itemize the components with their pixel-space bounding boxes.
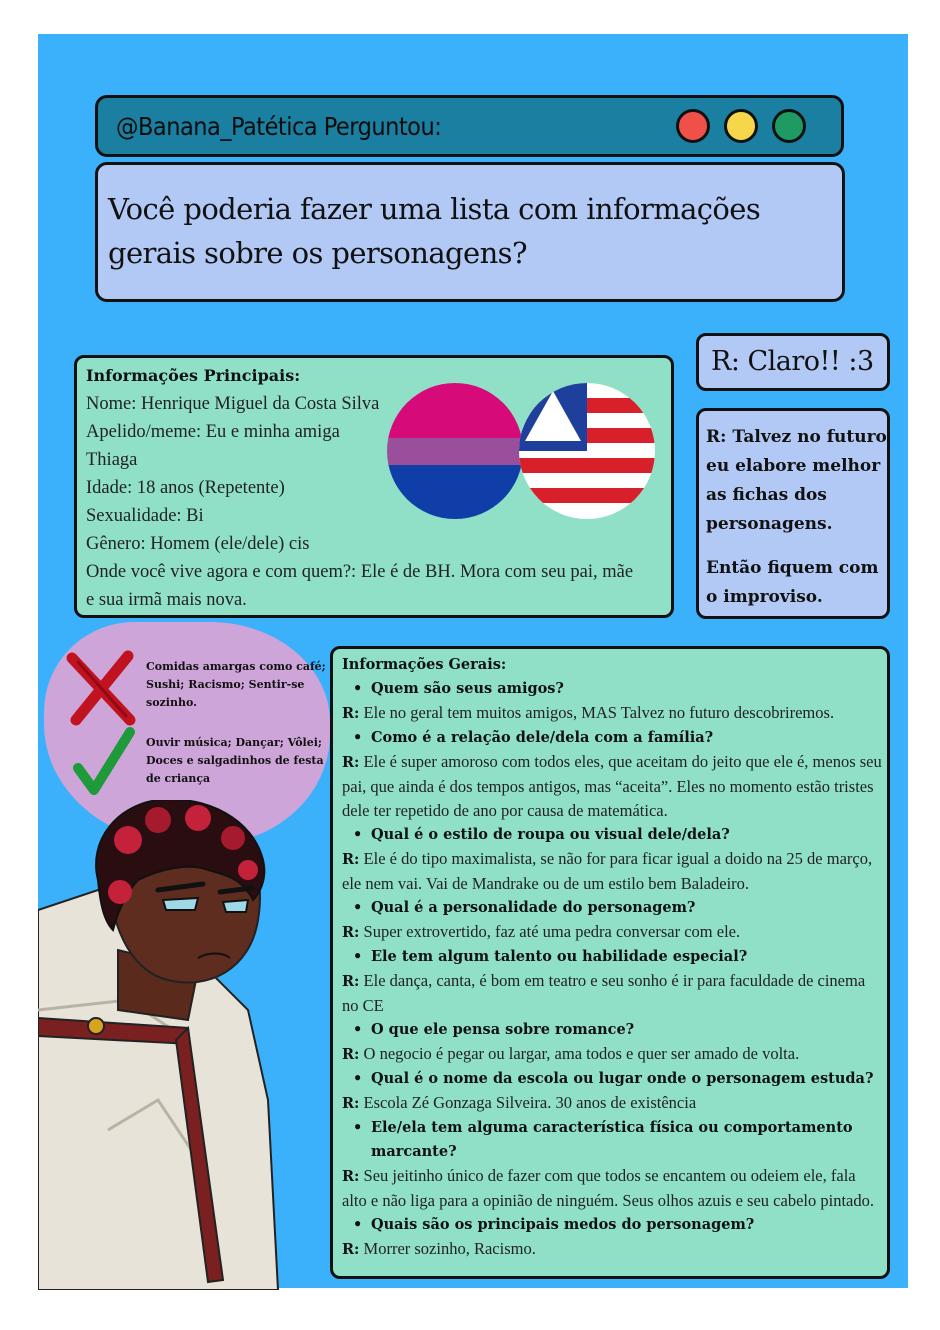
general-answer (342, 969, 882, 1018)
answer-prefix: R: (342, 1095, 360, 1112)
general-info-box (330, 646, 890, 1279)
general-answer (342, 701, 882, 726)
answer-prefix: R: (342, 1046, 360, 1063)
general-question: • Ele/ela tem alguma característica física ou comportamento marcante? (342, 1116, 882, 1164)
dislikes-text: Comidas amargas como café; Sushi; Racismo; Sentir-se sozinho. (146, 660, 326, 709)
green-check-icon (72, 726, 136, 798)
maximize-dot-icon[interactable] (772, 109, 806, 143)
question-box (95, 162, 845, 302)
main-info-line: Idade: 18 anos (Repetente) (86, 478, 285, 498)
bahia-flag-icon (519, 383, 655, 519)
general-answer-text: Ele é super amoroso com todos eles, que aceitam do jeito que ele é, menos seu pai, que ainda é dos tempos antigos, mas “aceita”. Eles no momento estão tristes dele ter repetido de ano por causa de matemática. (342, 752, 882, 820)
general-answer-text: O negocio é pegar ou largar, ama todos e quer ser amado de volta. (363, 1044, 800, 1063)
general-question: • Ele tem algum talento ou habilidade especial? (342, 945, 882, 969)
character-illustration (38, 800, 330, 1290)
general-question: • Qual é a personalidade do personagem? (342, 896, 882, 920)
main-info-heading: Informações Principais: (86, 366, 301, 385)
answer-prefix: R: (342, 924, 360, 941)
general-answer-text: Ele no geral tem muitos amigos, MAS Talvez no futuro descobriremos. (363, 703, 835, 722)
general-answer-text: Ele dança, canta, é bom em teatro e seu sonho é ir para faculdade de cinema no CE (342, 971, 866, 1015)
main-info-line: Thiaga (86, 450, 138, 470)
note-paragraph-1: R: Talvez no futuro eu elabore melhor as fichas dos personagens. (706, 427, 887, 534)
general-answer (342, 1042, 882, 1067)
general-answer (342, 1091, 882, 1116)
main-info-line: Apelido/meme: Eu e minha amiga (86, 422, 340, 442)
general-question: • Quem são seus amigos? (342, 677, 882, 701)
general-answer (342, 750, 882, 823)
title-bar (95, 95, 844, 157)
red-x-icon (66, 650, 138, 726)
answer-prefix: R: (342, 705, 360, 722)
general-answer (342, 1164, 882, 1213)
general-answer-text: Escola Zé Gonzaga Silveira. 30 anos de existência (363, 1093, 697, 1112)
general-question: • Qual é o nome da escola ou lugar onde o personagem estuda? (342, 1067, 882, 1091)
answer-prefix: R: (342, 754, 360, 771)
general-info-heading: Informações Gerais: (342, 656, 507, 673)
asker-handle: @Banana_Patética Perguntou: (116, 112, 442, 141)
likes-text: Ouvir música; Dançar; Vôlei; Doces e salgadinhos de festa de criança (146, 736, 324, 785)
bisexual-flag-icon (387, 383, 523, 519)
main-info-box (74, 355, 674, 618)
general-answer-text: Super extrovertido, faz até uma pedra conversar com ele. (363, 922, 741, 941)
main-info-line: Sexualidade: Bi (86, 506, 204, 526)
general-answer-text: Morrer sozinho, Racismo. (363, 1239, 536, 1258)
main-info-line: Onde você vive agora e com quem?: Ele é de BH. Mora com seu pai, mãe (86, 562, 634, 582)
general-question: • O que ele pensa sobre romance? (342, 1018, 882, 1042)
general-question: • Qual é o estilo de roupa ou visual dele/dela? (342, 823, 882, 847)
question-text: Você poderia fazer uma lista com informações gerais sobre os personagens? (108, 192, 761, 270)
answer-prefix: R: (342, 1241, 360, 1258)
answer-short-text: R: Claro!! :3 (711, 346, 874, 377)
general-question: • Quais são os principais medos do personagem? (342, 1213, 882, 1237)
general-answer-text: Ele é do tipo maximalista, se não for para ficar igual a doido na 25 de março, ele nem vai. Vai de Mandrake ou de um estilo bem Baladeiro. (342, 849, 873, 893)
general-answer (342, 920, 882, 945)
answer-short-box (696, 333, 890, 391)
note-box (696, 408, 890, 619)
general-answer (342, 1237, 882, 1262)
general-answer-text: Seu jeitinho único de fazer com que todos se encantem ou odeiem ele, fala alto e não liga para a opinião de ninguém. Seus olhos azuis e seu cabelo pintado. (342, 1166, 874, 1210)
note-paragraph-2: Então fiquem com o improviso. (706, 558, 879, 607)
close-dot-icon[interactable] (676, 109, 710, 143)
minimize-dot-icon[interactable] (724, 109, 758, 143)
main-info-line: Nome: Henrique Miguel da Costa Silva (86, 394, 380, 414)
answer-prefix: R: (342, 1168, 360, 1185)
main-info-line: Gênero: Homem (ele/dele) cis (86, 534, 310, 554)
answer-prefix: R: (342, 973, 360, 990)
general-question: • Como é a relação dele/dela com a família? (342, 726, 882, 750)
general-answer (342, 847, 882, 896)
main-info-line: e sua irmã mais nova. (86, 590, 247, 610)
answer-prefix: R: (342, 851, 360, 868)
